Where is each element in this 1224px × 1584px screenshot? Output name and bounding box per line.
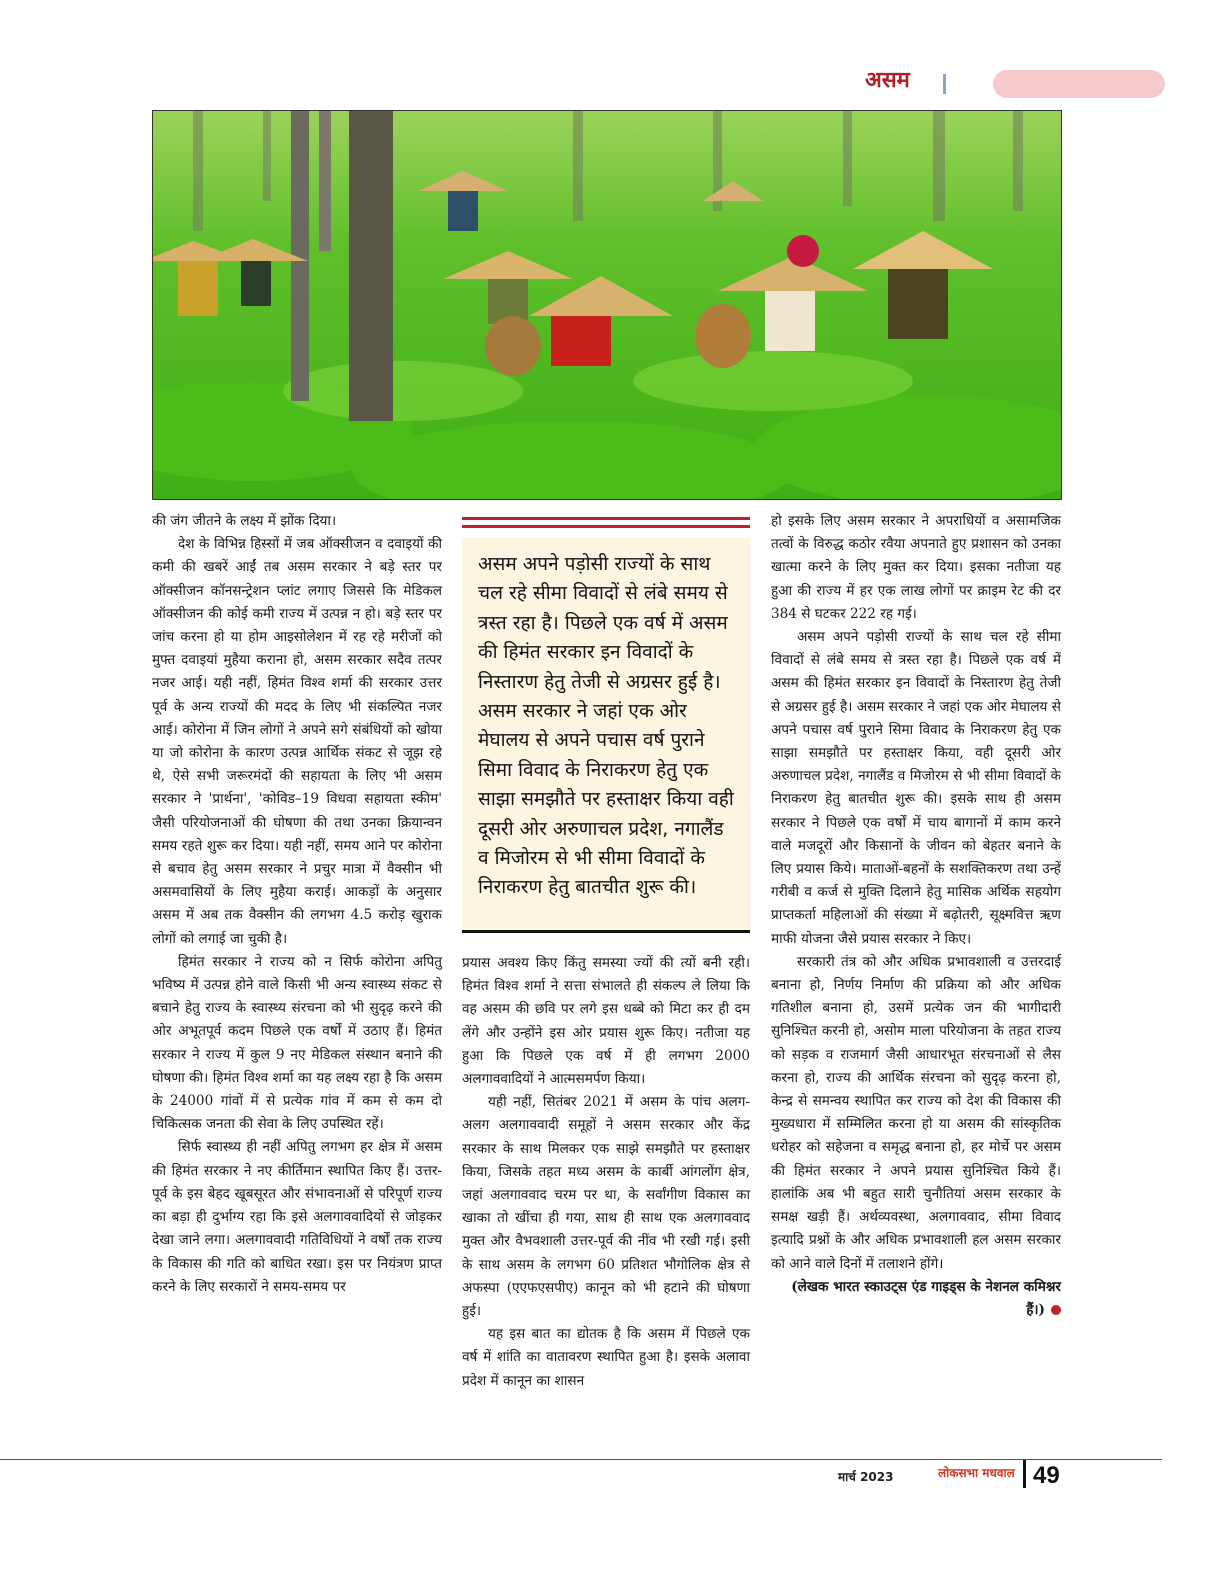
footer-rule (0, 1459, 1162, 1460)
paragraph: असम अपने पड़ोसी राज्यों के साथ चल रहे सीमा विवादों से लंबे समय से त्रस्त रहा है। पिछले एक वर्ष में असम की हिमंत सरकार इन विवादों के निस्तारण हेतु तेजी से अग्रसर हुई है। असम सरकार ने जहां एक ओर मेघालय से अपने पचास वर्ष पुराने सिमा विवाद के निराकरण हेतु एक साझा समझौते पर हस्ताक्षर किया, वही दूसरी ओर अरुणाचल प्रदेश, नगालैंड व मिजोरम से भी सीमा विवादों के निराकरण हेतु बातचीत शुरू की। इसके साथ ही असम सरकार ने पिछले एक वर्षों में चाय बागानों में काम करने वाले मजदूरों और किसानों के जीवन को बेहतर बनाने के लिए प्रयास किये। माताओं-बहनों के सशक्तिकरण तथा उन्हें गरीबी व कर्ज से मुक्ति दिलाने हेतु मासिक अर्थिक सहयोग प्राप्तकर्ता महिलाओं की संख्या में बढ़ोतरी, सूक्ष्मवित्त ऋण माफी योजना जैसे प्रयास सरकार ने किए। (771, 629, 1061, 947)
pullquote-bottom-rule (462, 930, 750, 933)
page-number: 49 (1033, 1462, 1060, 1489)
tea-garden-photo (152, 110, 1062, 500)
magazine-logo: लोकसभा मधवाल (938, 1466, 1015, 1480)
end-mark-icon (1051, 1305, 1061, 1315)
paragraph: हो इसके लिए असम सरकार ने अपराधियों व असामजिक तत्वों के विरुद्ध कठोर रवैया अपनाते हुए प्रशासन को उनका खात्मा करने के लिए मुक्त कर दिया। इसका नतीजा यह हुआ की राज्य में हर एक लाख लोगों पर क्राइम रेट की दर 384 से घटकर 222 रह गई। (771, 513, 1061, 622)
article-column-left (152, 510, 442, 1299)
paragraph: यह इस बात का द्योतक है कि असम में पिछले एक वर्ष में शांति का वातावरण स्थापित हुआ है। इसके अलावा प्रदेश में कानून का शासन (462, 1326, 750, 1389)
header-decoration (993, 70, 1165, 98)
byline-text: (लेखक भारत स्काउट्स एंड गाइड्स के नेशनल कमिश्नर हैं।) (791, 1278, 1061, 1318)
paragraph: हिमंत सरकार ने राज्य को न सिर्फ कोरोना अपितु भविष्य में उत्पन्न होने वाले किसी भी अन्य स्वास्थ्य संकट से बचाने हेतु राज्य के स्वास्थ्य संरचना को भी सुदृढ़ करने की ओर अभूतपूर्व कदम पिछले एक वर्षों में उठाए हैं। हिमंत सरकार ने राज्य में कुल 9 नए मेडिकल संस्थान बनाने की घोषणा की। हिमंत विश्व शर्मा का यह लक्ष्य रहा है कि असम के 24000 गांवों में से प्रत्येक गांव में कम से कम दो चिकित्सक जनता की सेवा के लिए उपस्थित रहें। (152, 953, 442, 1133)
paragraph: सरकारी तंत्र को और अधिक प्रभावशाली व उत्तरदाई बनाना हो, निर्णय निर्माण की प्रक्रिया को और अधिक गतिशील बनाना हो, उसमें प्रत्येक जन की भागीदारी सुनिश्चित करनी हो, असोम माला परियोजना के तहत राज्य को सड़क व राजमार्ग जैसी आधारभूत संरचनाओं से लैस करना हो, राज्य की आर्थिक संरचना को सुदृढ़ करना हो, केन्द्र से समन्वय स्थापित कर राज्य को देश की विकास की मुख्यधारा में सम्मिलित करना हो या असम की सांस्कृतिक धरोहर को सहेजना व समृद्ध बनाना हो, हर मोर्चे पर असम की हिमंत सरकार ने अपने प्रयास सुनिश्चित किये हैं। हालांकि अब भी बहुत सारी चुनौतियां असम सरकार के समक्ष खड़ी हैं। अर्थव्यवस्था, अलगाववाद, सीमा विवाद इत्यादि प्रश्नों के और अधिक प्रभावशाली हल असम सरकार को आने वाले दिनों में तलाशने होंगे। (771, 953, 1061, 1272)
pullquote: असम अपने पड़ोसी राज्यों के साथ चल रहे सीमा विवादों से लंबे समय से त्रस्त रहा है। पिछले एक वर्ष में असम की हिमंत सरकार इन विवादों के निस्तारण हेतु तेजी से अग्रसर हुई है। असम सरकार ने जहां एक ओर मेघालय से अपने पचास वर्ष पुराने सिमा विवाद के निराकरण हेतु एक साझा समझौते पर हस्ताक्षर किया वही दूसरी ओर अरुणाचल प्रदेश, नगालैंड व मिजोरम से भी सीमा विवादों के निराकरण हेतु बातचीत शुरू की। (462, 538, 750, 930)
paragraph: प्रयास अवश्य किए किंतु समस्या ज्यों की त्यों बनी रही। हिमंत विश्व शर्मा ने सत्ता संभालते ही संकल्प ले लिया कि वह असम की छवि पर लगे इस धब्बे को मिटा कर ही दम लेंगे और उन्होंने इस ओर प्रयास शुरू किए। नतीजा यह हुआ कि पिछले एक वर्ष में ही लगभग 2000 अलगाववादियों ने आत्मसमर्पण किया। (462, 955, 750, 1088)
article-column-right (771, 510, 1061, 1322)
paragraph: सिर्फ स्वास्थ्य ही नहीं अपितु लगभग हर क्षेत्र में असम की हिमंत सरकार ने नए कीर्तिमान स्थापित किए हैं। उत्तर-पूर्व के इस बेहद खूबसूरत और संभावनाओं से परिपूर्ण राज्य का बड़ा ही दुर्भाग्य रहा कि इसे अलगाववादियों से जोड़कर देखा जाने लगा। अलगाववादी गतिविधियों ने वर्षों तक राज्य के विकास की गति को बाधित रखा। इस पर नियंत्रण प्राप्त करने के लिए सरकारों ने समय-समय पर (152, 1139, 442, 1295)
pullquote-top-rule (462, 517, 750, 533)
footer-divider (1023, 1460, 1026, 1488)
paragraph: यही नहीं, सितंबर 2021 में असम के पांच अलग-अलग अलगाववादी समूहों ने असम सरकार और केंद्र सरकार के साथ मिलकर एक साझे समझौते पर हस्ताक्षर किया, जिसके तहत मध्य असम के कार्बी आंगलोंग क्षेत्र, जहां अलगाववाद चरम पर था, के सर्वांगीण विकास का खाका तो खींचा ही गया, साथ ही साथ एक अलगाववाद मुक्त और वैभवशाली उत्तर-पूर्व की नींव भी रखी गई। इसी के साथ असम के लगभग 60 प्रतिशत भौगोलिक क्षेत्र से अफस्पा (एएफएसपीए) कानून को भी हटाने की घोषणा हुई। (462, 1094, 750, 1320)
article-column-middle (462, 952, 750, 1393)
issue-date: मार्च 2023 (838, 1470, 894, 1484)
paragraph: की जंग जीतने के लक्ष्य में झोंक दिया। (152, 513, 337, 529)
header-divider (943, 74, 946, 94)
section-title: असम (865, 68, 910, 93)
paragraph: देश के विभिन्न हिस्सों में जब ऑक्सीजन व दवाइयों की कमी की खबरें आईं तब असम सरकार ने बड़े स्तर पर ऑक्सीजन कॉनसन्ट्रेशन प्लांट लगाए जिससे कि मेडिकल ऑक्सीजन की कोई कमी राज्य में उत्पन्न न हो। बड़े स्तर पर जांच करना हो या होम आइसोलेशन में रह रहे मरीजों को मुफ्त दवाइयां मुहैया कराना हो, असम सरकार सदैव तत्पर नजर आई। यही नहीं, हिमंत विश्व शर्मा की सरकार उत्तर पूर्व के अन्य राज्यों की मदद के लिए भी संकल्पित नजर आई। कोरोना में जिन लोगों ने अपने सगे संबंधियों को खोया या जो कोरोना के कारण उत्पन्न आर्थिक संकट से जूझ रहे थे, ऐसे सभी जरूरमंदों की सहायता के लिए भी असम सरकार ने 'प्रार्थना', 'कोविड–19 विधवा सहायता स्कीम' जैसी परियोजनाओं की घोषणा की तथा उनका क्रियान्वन समय रहते शुरू कर दिया। यही नहीं, समय आने पर कोरोना से बचाव हेतु असम सरकार ने प्रचुर मात्रा में वैक्सीन भी असमवासियों के लिए मुहैया कराई। आकड़ों के अनुसार असम में अब तक वैक्सीन की लगभग 4.5 करोड़ खुराक लोगों को लगाई जा चुकी है। (152, 536, 442, 947)
author-byline (771, 1276, 1061, 1322)
